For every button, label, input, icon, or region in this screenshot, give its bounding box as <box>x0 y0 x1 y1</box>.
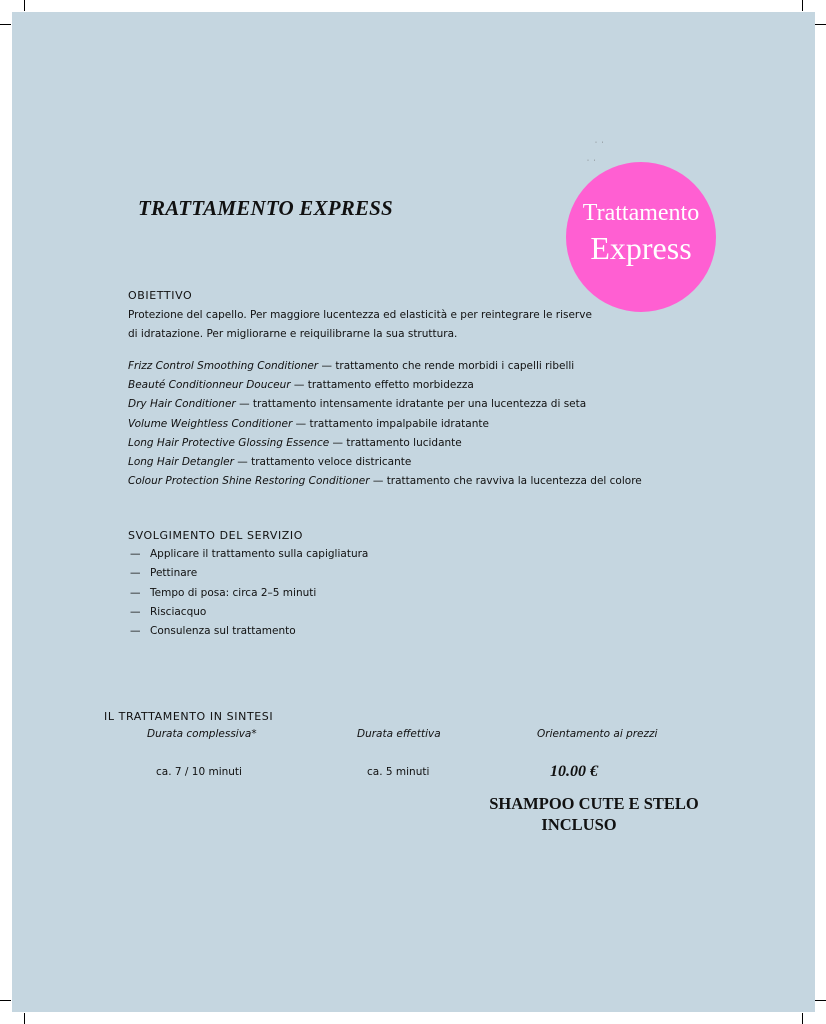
crop-mark <box>815 1000 826 1001</box>
list-item <box>130 584 368 603</box>
list-item <box>130 564 368 583</box>
list-item <box>128 376 642 395</box>
list-item <box>128 395 642 414</box>
step-text: Tempo di posa: circa 2–5 minuti <box>150 586 317 599</box>
price-value: 10.00 € <box>550 763 598 780</box>
step-text: Consulenza sul trattamento <box>150 625 296 638</box>
summary-col-price-label: Orientamento ai prezzi <box>537 728 658 740</box>
express-badge <box>566 159 716 312</box>
badge-line1: Trattamento <box>582 200 700 226</box>
crop-mark <box>815 24 826 25</box>
summary-heading: IL TRATTAMENTO IN SINTESI <box>104 710 274 723</box>
badge-line2: Express <box>590 230 692 266</box>
dash-bullet: — <box>130 625 141 638</box>
list-item <box>128 453 642 472</box>
product-name: Long Hair Protective Glossing Essence <box>128 436 330 449</box>
dash-bullet: — <box>130 586 141 599</box>
crop-mark <box>0 24 11 25</box>
list-item <box>130 545 368 564</box>
product-name: Dry Hair Conditioner <box>128 398 236 411</box>
summary-actual-value: ca. 5 minuti <box>367 766 430 778</box>
crop-mark <box>0 1000 11 1001</box>
crop-mark <box>802 1013 803 1024</box>
step-text: Risciacquo <box>150 605 207 618</box>
product-name: Volume Weightless Conditioner <box>128 417 293 430</box>
crop-mark <box>802 0 803 11</box>
summary-total-value: ca. 7 / 10 minuti <box>156 766 242 778</box>
product-name: Colour Protection Shine Restoring Conditioner <box>128 475 370 488</box>
dash-bullet: — <box>130 605 141 618</box>
decorative-dots: ˙ ˙ <box>594 141 605 150</box>
content-panel <box>12 12 815 1012</box>
service-steps <box>130 545 368 641</box>
price-note-line2: INCLUSO <box>541 815 617 834</box>
list-item <box>130 622 368 641</box>
crop-mark <box>24 0 25 11</box>
decorative-dots: ˙ ˙ <box>586 159 597 168</box>
product-desc: — trattamento che rende morbidi i capelli ribelli <box>318 360 575 372</box>
summary-col-actual-label: Durata effettiva <box>357 728 441 740</box>
dash-bullet: — <box>130 567 141 580</box>
price-note-line1: SHAMPOO CUTE E STELO <box>489 794 699 813</box>
list-item <box>128 472 642 491</box>
objective-heading: OBIETTIVO <box>128 289 193 302</box>
product-desc: — trattamento intensamente idratante per una lucentezza di seta <box>235 398 587 411</box>
service-heading: SVOLGIMENTO DEL SERVIZIO <box>128 529 304 542</box>
objective-text-1: Protezione del capello. Per maggiore lucentezza ed elasticità e per reintegrare le riserve <box>128 309 592 321</box>
product-name: Frizz Control Smoothing Conditioner <box>128 360 319 372</box>
list-item <box>130 603 368 622</box>
product-list <box>128 357 642 491</box>
step-text: Pettinare <box>150 567 198 580</box>
dash-bullet: — <box>130 548 141 560</box>
product-desc: — trattamento lucidante <box>329 436 462 449</box>
objective-text-2: di idratazione. Per migliorarne e reiquilibrarne la sua struttura. <box>128 328 458 340</box>
price-note <box>484 793 704 835</box>
product-desc: — trattamento effetto morbidezza <box>290 379 474 392</box>
list-item <box>128 357 642 376</box>
product-name: Long Hair Detangler <box>128 456 234 469</box>
product-desc: — trattamento veloce districante <box>233 456 412 469</box>
product-desc: — trattamento che ravviva la lucentezza del colore <box>369 475 642 488</box>
product-name: Beauté Conditionneur Douceur <box>128 379 291 392</box>
product-desc: — trattamento impalpabile idratante <box>292 417 489 430</box>
step-text: Applicare il trattamento sulla capigliatura <box>150 548 369 560</box>
crop-mark <box>24 1013 25 1024</box>
page-title: TRATTAMENTO EXPRESS <box>138 196 393 220</box>
list-item <box>128 434 642 453</box>
list-item <box>128 415 642 434</box>
summary-col-total-label: Durata complessiva* <box>147 728 257 740</box>
